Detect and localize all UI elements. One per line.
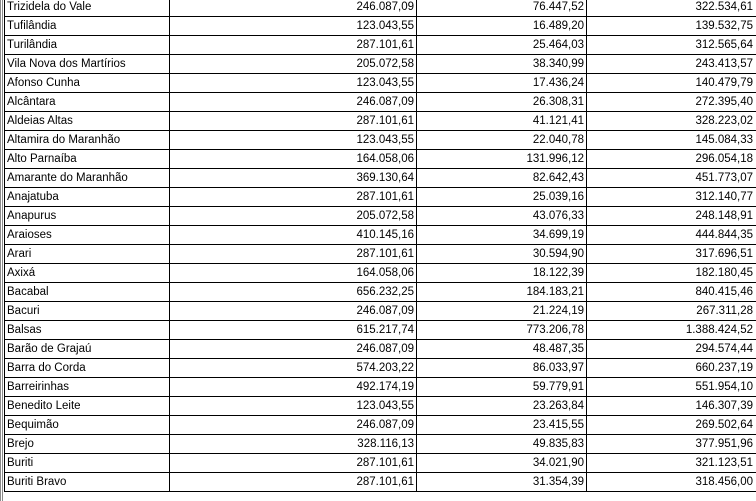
value-cell-col2[interactable]: 164.058,06 — [170, 150, 417, 169]
municipality-name-cell[interactable]: Barão de Grajaú — [5, 340, 170, 359]
table-row — [5, 74, 756, 93]
total-value-cell[interactable]: 840.415,46 — [587, 283, 756, 302]
value-cell-col3[interactable]: 131.996,12 — [417, 150, 587, 169]
total-value-cell[interactable]: 1.388.424,52 — [587, 321, 756, 340]
municipality-values-table — [4, 0, 756, 492]
value-cell-col3[interactable]: 773.206,78 — [417, 321, 587, 340]
value-cell-col2[interactable]: 164.058,06 — [170, 264, 417, 283]
table-row — [5, 55, 756, 74]
municipality-name-cell[interactable]: Amarante do Maranhão — [5, 169, 170, 188]
value-cell-col3[interactable]: 30.594,90 — [417, 245, 587, 264]
table-row — [5, 188, 756, 207]
municipality-name-cell[interactable]: Buriti — [5, 454, 170, 473]
total-value-cell[interactable]: 269.502,64 — [587, 416, 756, 435]
value-cell-col2[interactable]: 615.217,74 — [170, 321, 417, 340]
municipality-name-cell[interactable]: Araioses — [5, 226, 170, 245]
municipality-name-cell[interactable]: Anapurus — [5, 207, 170, 226]
value-cell-col3[interactable]: 22.040,78 — [417, 131, 587, 150]
municipality-name-cell[interactable]: Aldeias Altas — [5, 112, 170, 131]
table-row — [5, 473, 756, 492]
total-value-cell[interactable]: 296.054,18 — [587, 150, 756, 169]
total-value-cell[interactable]: 272.395,40 — [587, 93, 756, 112]
value-cell-col2[interactable]: 656.232,25 — [170, 283, 417, 302]
value-cell-col2[interactable]: 123.043,55 — [170, 397, 417, 416]
municipality-name-cell[interactable]: Turilândia — [5, 36, 170, 55]
total-value-cell[interactable]: 243.413,57 — [587, 55, 756, 74]
value-cell-col3[interactable]: 26.308,31 — [417, 93, 587, 112]
value-cell-col3[interactable]: 38.340,99 — [417, 55, 587, 74]
total-value-cell[interactable]: 317.696,51 — [587, 245, 756, 264]
total-value-cell[interactable]: 248.148,91 — [587, 207, 756, 226]
value-cell-col3[interactable]: 16.489,20 — [417, 17, 587, 36]
value-cell-col3[interactable]: 21.224,19 — [417, 302, 587, 321]
table-row — [5, 169, 756, 188]
value-cell-col3[interactable]: 48.487,35 — [417, 340, 587, 359]
value-cell-col2[interactable]: 123.043,55 — [170, 74, 417, 93]
municipality-name-cell[interactable]: Bequimão — [5, 416, 170, 435]
municipality-name-cell[interactable]: Afonso Cunha — [5, 74, 170, 93]
value-cell-col2[interactable]: 328.116,13 — [170, 435, 417, 454]
table-row — [5, 283, 756, 302]
value-cell-col3[interactable]: 76.447,52 — [417, 0, 587, 17]
value-cell-col3[interactable]: 23.263,84 — [417, 397, 587, 416]
municipality-name-cell[interactable]: Alto Parnaíba — [5, 150, 170, 169]
table-row — [5, 245, 756, 264]
value-cell-col2[interactable]: 287.101,61 — [170, 473, 417, 492]
municipality-name-cell[interactable]: Vila Nova dos Martírios — [5, 55, 170, 74]
value-cell-col3[interactable]: 34.699,19 — [417, 226, 587, 245]
value-cell-col3[interactable]: 23.415,55 — [417, 416, 587, 435]
total-value-cell[interactable]: 312.140,77 — [587, 188, 756, 207]
total-value-cell[interactable]: 328.223,02 — [587, 112, 756, 131]
total-value-cell[interactable]: 660.237,19 — [587, 359, 756, 378]
table-row — [5, 359, 756, 378]
value-cell-col2[interactable]: 492.174,19 — [170, 378, 417, 397]
total-value-cell[interactable]: 322.534,61 — [587, 0, 756, 17]
table-row — [5, 397, 756, 416]
total-value-cell[interactable]: 139.532,75 — [587, 17, 756, 36]
table-row — [5, 321, 756, 340]
municipality-name-cell[interactable]: Alcântara — [5, 93, 170, 112]
total-value-cell[interactable]: 312.565,64 — [587, 36, 756, 55]
table-row — [5, 207, 756, 226]
table-row — [5, 226, 756, 245]
total-value-cell[interactable]: 182.180,45 — [587, 264, 756, 283]
value-cell-col3[interactable]: 184.183,21 — [417, 283, 587, 302]
value-cell-col2[interactable]: 246.087,09 — [170, 416, 417, 435]
total-value-cell[interactable]: 377.951,96 — [587, 435, 756, 454]
value-cell-col2[interactable]: 369.130,64 — [170, 169, 417, 188]
municipality-name-cell[interactable]: Barreirinhas — [5, 378, 170, 397]
value-cell-col2[interactable]: 246.087,09 — [170, 302, 417, 321]
municipality-name-cell[interactable]: Axixá — [5, 264, 170, 283]
value-cell-col3[interactable]: 59.779,91 — [417, 378, 587, 397]
value-cell-col2[interactable]: 123.043,55 — [170, 17, 417, 36]
value-cell-col3[interactable]: 25.464,03 — [417, 36, 587, 55]
value-cell-col2[interactable]: 410.145,16 — [170, 226, 417, 245]
value-cell-col3[interactable]: 49.835,83 — [417, 435, 587, 454]
municipality-name-cell[interactable]: Bacabal — [5, 283, 170, 302]
municipality-name-cell[interactable]: Brejo — [5, 435, 170, 454]
table-row — [5, 416, 756, 435]
total-value-cell[interactable]: 551.954,10 — [587, 378, 756, 397]
value-cell-col3[interactable]: 18.122,39 — [417, 264, 587, 283]
table-row — [5, 36, 756, 55]
value-cell-col3[interactable]: 86.033,97 — [417, 359, 587, 378]
value-cell-col2[interactable]: 246.087,09 — [170, 0, 417, 17]
table-row — [5, 17, 756, 36]
total-value-cell[interactable]: 321.123,51 — [587, 454, 756, 473]
value-cell-col3[interactable]: 34.021,90 — [417, 454, 587, 473]
table-row — [5, 93, 756, 112]
municipality-name-cell[interactable]: Barra do Corda — [5, 359, 170, 378]
table-row — [5, 150, 756, 169]
value-cell-col2[interactable]: 287.101,61 — [170, 36, 417, 55]
value-cell-col3[interactable]: 25.039,16 — [417, 188, 587, 207]
table-row — [5, 302, 756, 321]
table-row — [5, 340, 756, 359]
municipality-name-cell[interactable]: Balsas — [5, 321, 170, 340]
total-value-cell[interactable]: 140.479,79 — [587, 74, 756, 93]
value-cell-col2[interactable]: 287.101,61 — [170, 454, 417, 473]
municipality-name-cell[interactable]: Anajatuba — [5, 188, 170, 207]
sheet-left-border — [0, 0, 3, 501]
total-value-cell[interactable]: 318.456,00 — [587, 473, 756, 492]
municipality-name-cell[interactable]: Arari — [5, 245, 170, 264]
value-cell-col2[interactable]: 246.087,09 — [170, 340, 417, 359]
value-cell-col2[interactable]: 287.101,61 — [170, 112, 417, 131]
value-cell-col3[interactable]: 82.642,43 — [417, 169, 587, 188]
table-row — [5, 454, 756, 473]
total-value-cell[interactable]: 145.084,33 — [587, 131, 756, 150]
value-cell-col3[interactable]: 41.121,41 — [417, 112, 587, 131]
municipality-name-cell[interactable]: Bacuri — [5, 302, 170, 321]
table-row — [5, 131, 756, 150]
table-row — [5, 378, 756, 397]
value-cell-col2[interactable]: 205.072,58 — [170, 207, 417, 226]
value-cell-col2[interactable]: 246.087,09 — [170, 93, 417, 112]
table-row — [5, 0, 756, 17]
value-cell-col2[interactable]: 287.101,61 — [170, 245, 417, 264]
municipality-name-cell[interactable]: Trizidela do Vale — [5, 0, 170, 17]
table-row — [5, 112, 756, 131]
municipality-name-cell[interactable]: Buriti Bravo — [5, 473, 170, 492]
value-cell-col3[interactable]: 17.436,24 — [417, 74, 587, 93]
value-cell-col3[interactable]: 43.076,33 — [417, 207, 587, 226]
total-value-cell[interactable]: 146.307,39 — [587, 397, 756, 416]
total-value-cell[interactable]: 294.574,44 — [587, 340, 756, 359]
value-cell-col2[interactable]: 123.043,55 — [170, 131, 417, 150]
value-cell-col2[interactable]: 287.101,61 — [170, 188, 417, 207]
value-cell-col2[interactable]: 205.072,58 — [170, 55, 417, 74]
total-value-cell[interactable]: 444.844,35 — [587, 226, 756, 245]
value-cell-col2[interactable]: 574.203,22 — [170, 359, 417, 378]
table-row — [5, 264, 756, 283]
municipality-name-cell[interactable]: Tufilândia — [5, 17, 170, 36]
value-cell-col3[interactable]: 31.354,39 — [417, 473, 587, 492]
municipality-name-cell[interactable]: Altamira do Maranhão — [5, 131, 170, 150]
municipality-name-cell[interactable]: Benedito Leite — [5, 397, 170, 416]
table-row — [5, 435, 756, 454]
total-value-cell[interactable]: 267.311,28 — [587, 302, 756, 321]
table-body — [5, 0, 756, 492]
total-value-cell[interactable]: 451.773,07 — [587, 169, 756, 188]
